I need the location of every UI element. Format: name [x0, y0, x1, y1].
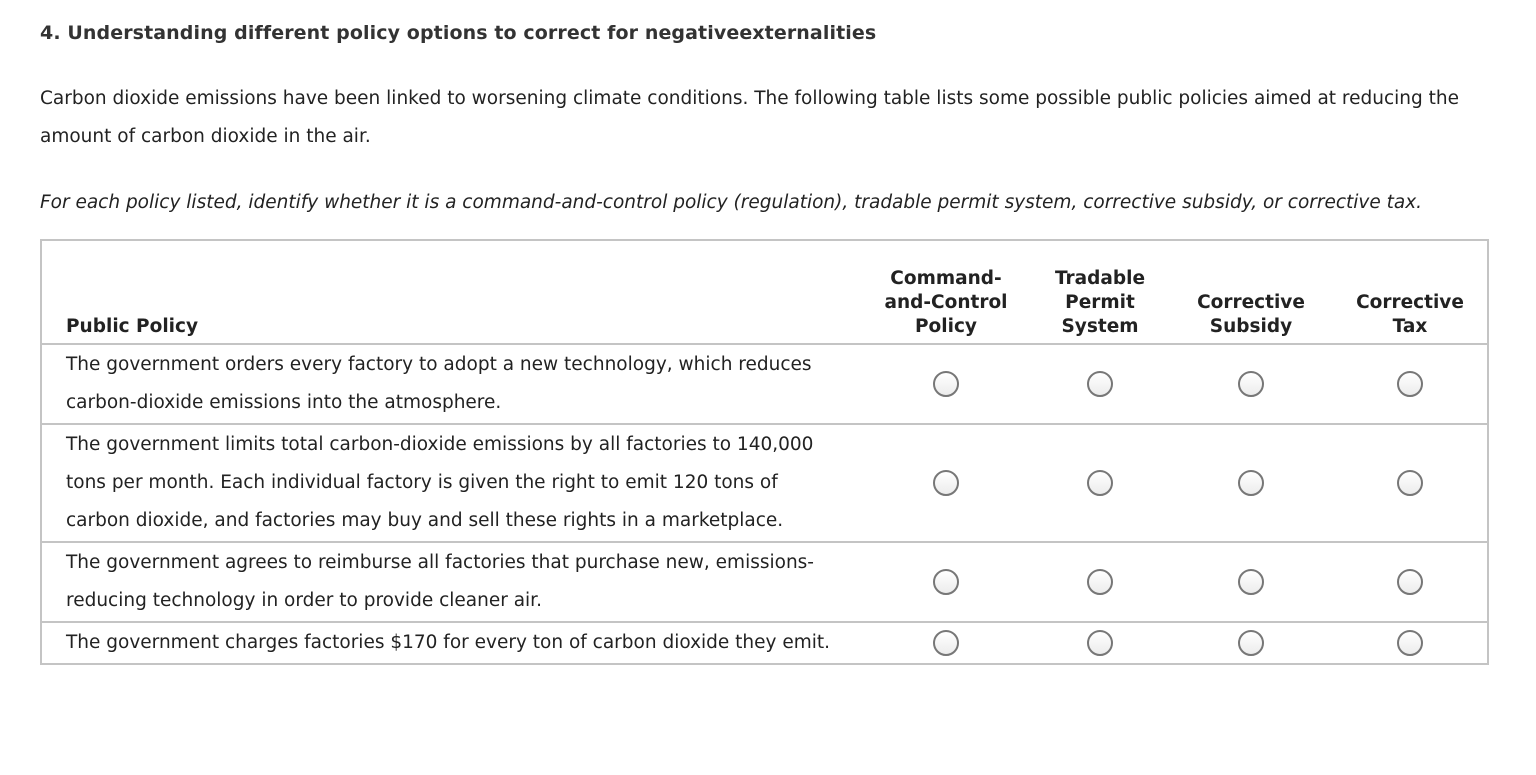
- radio-row3-tradable-permit[interactable]: [1087, 569, 1113, 595]
- radio-row3-command-and-control[interactable]: [933, 569, 959, 595]
- table-row: [41, 622, 1488, 664]
- header-command-and-control: Command-and-Control Policy: [884, 268, 1008, 337]
- radio-row2-corrective-tax[interactable]: [1397, 470, 1423, 496]
- header-tradable-permit: Tradable Permit System: [1054, 268, 1146, 337]
- radio-row1-command-and-control[interactable]: [933, 371, 959, 397]
- radio-row4-corrective-subsidy[interactable]: [1238, 630, 1264, 656]
- policy-classification-table: [40, 239, 1489, 665]
- policy-description: The government agrees to reimburse all factories that purchase new, emissions-reducing technology in order to provide cleaner air.: [66, 552, 814, 611]
- radio-row3-corrective-subsidy[interactable]: [1238, 569, 1264, 595]
- policy-description: The government orders every factory to adopt a new technology, which reduces carbon-dioxide emissions into the atmosphere.: [66, 354, 812, 413]
- radio-row2-tradable-permit[interactable]: [1087, 470, 1113, 496]
- header-corrective-subsidy: Corrective Subsidy: [1197, 292, 1305, 337]
- radio-row4-tradable-permit[interactable]: [1087, 630, 1113, 656]
- radio-row1-corrective-tax[interactable]: [1397, 371, 1423, 397]
- radio-row4-command-and-control[interactable]: [933, 630, 959, 656]
- question-instruction: For each policy listed, identify whether it is a command-and-control policy (regulation), tradable permit system, corrective subsidy, or corrective tax.: [40, 192, 1423, 213]
- radio-row1-tradable-permit[interactable]: [1087, 371, 1113, 397]
- radio-row1-corrective-subsidy[interactable]: [1238, 371, 1264, 397]
- question-intro: Carbon dioxide emissions have been linked to worsening climate conditions. The following table lists some possible public policies aimed at reducing the amount of carbon dioxide in the air.: [40, 88, 1459, 147]
- table-header-row: [41, 240, 1488, 344]
- question-title: 4. Understanding different policy options to correct for negativeexternalities: [40, 22, 877, 44]
- policy-description: The government charges factories $170 for every ton of carbon dioxide they emit.: [66, 632, 831, 653]
- table-row: [41, 542, 1488, 622]
- policy-description: The government limits total carbon-dioxide emissions by all factories to 140,000 tons per month. Each individual factory is given the right to emit 120 tons of carbon dioxide, and factories may buy and sell these rights in a marketplace.: [66, 434, 814, 531]
- radio-row4-corrective-tax[interactable]: [1397, 630, 1423, 656]
- header-corrective-tax: Corrective Tax: [1356, 292, 1464, 337]
- radio-row2-corrective-subsidy[interactable]: [1238, 470, 1264, 496]
- radio-row3-corrective-tax[interactable]: [1397, 569, 1423, 595]
- header-public-policy: Public Policy: [66, 316, 199, 337]
- table-row: [41, 344, 1488, 424]
- radio-row2-command-and-control[interactable]: [933, 470, 959, 496]
- table-row: [41, 424, 1488, 542]
